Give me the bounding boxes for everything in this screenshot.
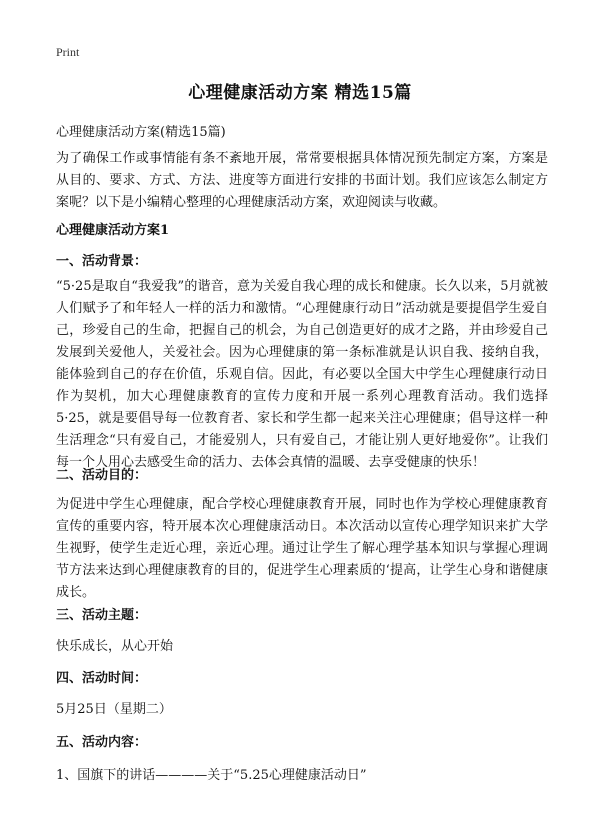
intro-paragraph: 为了确保工作或事情能有条不紊地开展，常常要根据具体情况预先制定方案，方案是从目的、要求、方式、方法、进度等方面进行安排的书面计划。我们应该怎么制定方案呢？以下是小编精心整理的心理健康活动方案，欢迎阅读与收藏。 bbox=[56, 151, 548, 210]
theme-heading: 三、活动主题： bbox=[56, 608, 148, 623]
time-text: 5月25日（星期二） bbox=[56, 702, 172, 717]
content-item-1: 1、国旗下的讲话————关于“5.25心理健康活动日” bbox=[56, 768, 367, 783]
purpose-paragraph: 为促进中学生心理健康，配合学校心理健康教育开展，同时也作为学校心理健康教育宣传的重要内容，特开展本次心理健康活动日。本次活动以宣传心理学知识来扩大学生视野，使学生走近心理，亲近心理。通过让学生了解心理学基本知识与掌握心理调节方法来达到心理健康教育的目的，促进学生心理素质的‘提高，让学生心身和谐健康成长。 bbox=[56, 497, 548, 600]
content-heading: 五、活动内容： bbox=[56, 735, 148, 750]
document-subtitle: 心理健康活动方案(精选15篇) bbox=[56, 125, 226, 140]
plan-heading: 心理健康活动方案1 bbox=[56, 223, 170, 238]
theme-text: 快乐成长，从心开始 bbox=[56, 639, 174, 654]
time-heading: 四、活动时间： bbox=[56, 671, 148, 686]
purpose-heading: 二、活动目的： bbox=[56, 468, 148, 483]
print-link[interactable]: Print bbox=[56, 45, 80, 59]
page-title: 心理健康活动方案 精选15篇 bbox=[188, 83, 412, 103]
background-heading: 一、活动背景： bbox=[56, 254, 148, 269]
background-paragraph: “5·25是取自“我爱我”的谐音，意为关爱自我心理的成长和健康。长久以来，5月就被人们赋予了和年轻人一样的活力和激情。“心理健康行动日”活动就是要提倡学生爱自己，珍爱自己的生命，把握自己的机会，为自己创造更好的成才之路，并由珍爱自己发展到关爱他人，关爱社会。因为心理健康的第一条标准就是认识自我、接纳自我，能体验到自己的存在价值，乐观自信。因此，有必要以全国大中学生心理健康行动日作为契机，加大心理健康教育的宣传力度和开展一系列心理教育活动。我们选择5·25，就是要倡导每一位教育者、家长和学生都一起来关注心理健康；倡导这样一种生活理念“只有爱自己，才能爱别人，只有爱自己，才能让别人更好地爱你”。让我们每一个人用心去感受生命的活力、去体会真情的温暖、去享受健康的快乐！ bbox=[56, 279, 548, 470]
